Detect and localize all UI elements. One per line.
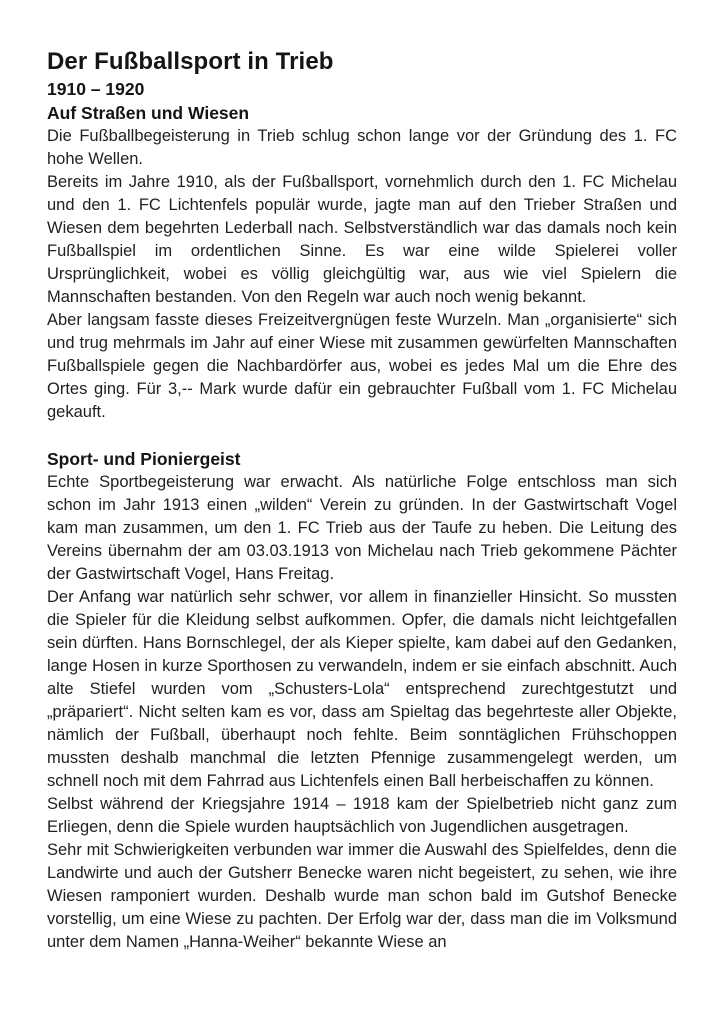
paragraph: Aber langsam fasste dieses Freizeitvergnügen feste Wurzeln. Man „organisierte“ sich und trug mehrmals im Jahr auf einer Wiese mit zusammen gewürfelten Mannschaften Fußballspiele gegen die Nachbardörfer aus, wobei es jedes Mal um die Ehre des Ortes ging. Für 3,-- Mark wurde dafür ein gebrauchter Fußball vom 1. FC Michelau gekauft. — [47, 311, 677, 421]
section-sport-und-pioniergeist — [47, 447, 677, 954]
document-date-range: 1910 – 1920 — [47, 79, 145, 99]
section-heading: Sport- und Pioniergeist — [47, 449, 241, 469]
document-title: Der Fußballsport in Trieb — [47, 48, 334, 75]
section-auf-strassen-und-wiesen — [47, 101, 677, 424]
paragraph: Selbst während der Kriegsjahre 1914 – 1918 kam der Spielbetrieb nicht ganz zum Erliegen, denn die Spiele wurden hauptsächlich von Jugendlichen ausgetragen. — [47, 795, 677, 836]
section-heading: Auf Straßen und Wiesen — [47, 103, 250, 123]
paragraph: Sehr mit Schwierigkeiten verbunden war immer die Auswahl des Spielfeldes, denn die Landwirte und auch der Gutsherr Benecke waren nicht begeistert, zu sehen, wie ihre Wiesen ramponiert wurden. Deshalb wurde man schon bald im Gutshof Benecke vorstellig, um eine Wiese zu pachten. Der Erfolg war der, dass man die im Volksmund unter dem Namen „Hanna-Weiher“ bekannte Wiese an — [47, 841, 677, 951]
paragraph: Bereits im Jahre 1910, als der Fußballsport, vornehmlich durch den 1. FC Michelau und den 1. FC Lichtenfels populär wurde, jagte man auf den Trieber Straßen und Wiesen dem begehrten Lederball nach. Selbstverständlich war das damals noch kein Fußballspiel im ordentlichen Sinne. Es war eine wilde Spielerei voller Ursprünglichkeit, wobei es völlig gleichgültig war, aus wie viel Spielern die Mannschaften bestanden. Von den Regeln war auch noch wenig bekannt. — [47, 173, 677, 306]
paragraph: Echte Sportbegeisterung war erwacht. Als natürliche Folge entschloss man sich schon im Jahr 1913 einen „wilden“ Verein zu gründen. In der Gastwirtschaft Vogel kam man zusammen, um den 1. FC Trieb aus der Taufe zu heben. Die Leitung des Vereins übernahm der am 03.03.1913 von Michelau nach Trieb gekommene Pächter der Gastwirtschaft Vogel, Hans Freitag. — [47, 473, 677, 583]
paragraph: Der Anfang war natürlich sehr schwer, vor allem in finanzieller Hinsicht. So mussten die Spieler für die Kleidung selbst aufkommen. Opfer, die damals nicht leichtgefallen sein dürften. Hans Bornschlegel, der als Kieper spielte, kam dabei auf den Gedanken, lange Hosen in kurze Sporthosen zu verwandeln, indem er sie einfach abschnitt. Auch alte Stiefel wurden vom „Schusters-Lola“ entsprechend zurechtgestutzt und „präpariert“. Nicht selten kam es vor, dass am Spieltag das begehrteste aller Objekte, nämlich der Fußball, überhaupt noch fehlte. Beim sonntäglichen Frühschoppen mussten deshalb manchmal die letzten Pfennige zusammengelegt werden, um schnell noch mit dem Fahrrad aus Lichtenfels einen Ball herbeischaffen zu können. — [47, 588, 677, 790]
paragraph: Die Fußballbegeisterung in Trieb schlug schon lange vor der Gründung des 1. FC hohe Wellen. — [47, 127, 677, 168]
